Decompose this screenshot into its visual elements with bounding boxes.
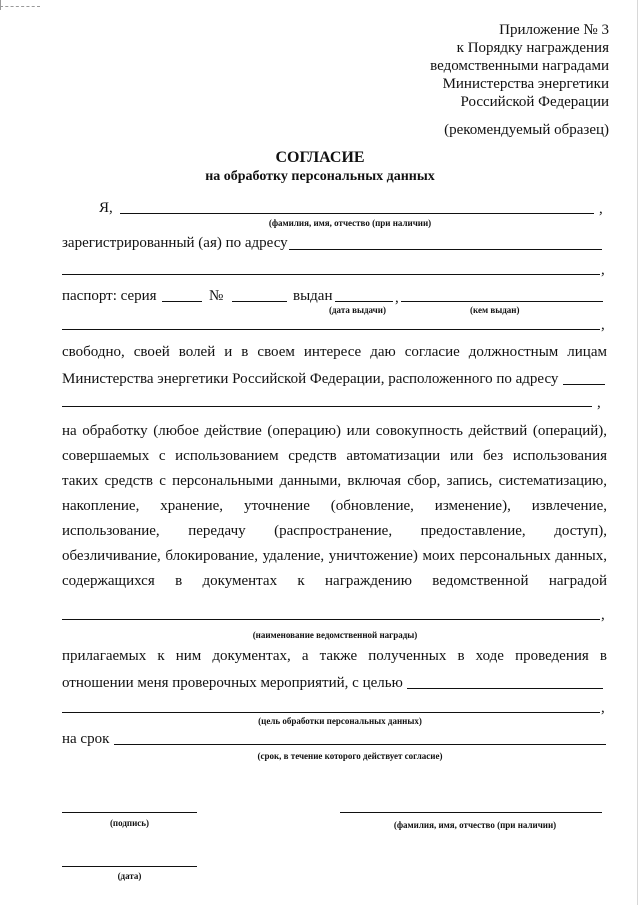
issued-by-line-2[interactable] bbox=[62, 329, 600, 330]
processing-line-6: обезличивание, блокирование, удаление, уничтожение) моих персональных данных, bbox=[62, 548, 607, 564]
number-sign: № bbox=[209, 288, 224, 304]
issued-by-line[interactable] bbox=[401, 301, 603, 302]
processing-line-5: использование, передачу (распространение, предоставление, доступ), bbox=[62, 523, 607, 539]
passport-number-line[interactable] bbox=[232, 301, 287, 302]
attachments-line-1: прилагаемых к ним документах, а также полученных в ходе проведения в bbox=[62, 648, 607, 664]
issue-date-caption: (дата выдачи) bbox=[329, 305, 386, 315]
address-comma: , bbox=[601, 262, 605, 278]
consent-line-2: Министерства энергетики Российской Федерации, расположенного по адресу bbox=[62, 371, 559, 387]
appendix-line-1: Приложение № 3 bbox=[499, 22, 609, 38]
date-line[interactable] bbox=[62, 866, 197, 867]
term-line[interactable] bbox=[114, 744, 606, 745]
signature-caption: (подпись) bbox=[109, 818, 150, 828]
appendix-line-2: к Порядку награждения bbox=[456, 40, 609, 56]
signer-fio-caption: (фамилия, имя, отчество (при наличии) bbox=[393, 820, 557, 830]
document-subtitle: на обработку персональных данных bbox=[205, 169, 435, 184]
appendix-line-4: Министерства энергетики bbox=[442, 76, 609, 92]
purpose-line-2[interactable] bbox=[62, 712, 600, 713]
processing-line-3: таких средств с персональными данными, включая сбор, запись, систематизацию, bbox=[62, 473, 607, 489]
issued-label: выдан bbox=[293, 288, 333, 304]
scan-corner-tick bbox=[0, 0, 2, 10]
passport-series-line[interactable] bbox=[162, 301, 202, 302]
purpose-caption: (цель обработки персональных данных) bbox=[258, 716, 422, 726]
fio-line[interactable] bbox=[120, 213, 594, 214]
term-label: на срок bbox=[62, 731, 110, 747]
award-comma: , bbox=[601, 607, 605, 623]
date-caption: (дата) bbox=[117, 871, 142, 881]
address-line-2[interactable] bbox=[62, 274, 600, 275]
address-line-1[interactable] bbox=[289, 249, 602, 250]
sample-note: (рекомендуемый образец) bbox=[444, 122, 609, 138]
ministry-address-line-1[interactable] bbox=[563, 384, 605, 385]
processing-line-2: совершаемых с использованием средств автоматизации или без использования bbox=[62, 448, 607, 464]
ya-label: Я, bbox=[99, 200, 113, 216]
processing-line-7: содержащихся в документах к награждению ведомственной наградой bbox=[62, 573, 607, 589]
passport-label: паспорт: серия bbox=[62, 288, 157, 304]
issued-by-caption: (кем выдан) bbox=[470, 305, 520, 315]
fio-comma: , bbox=[599, 201, 603, 217]
term-caption: (срок, в течение которого действует согласие) bbox=[257, 751, 443, 761]
attachments-line-2: отношении меня проверочных мероприятий, с целью bbox=[62, 675, 403, 691]
issued-comma: , bbox=[395, 290, 399, 306]
appendix-line-5: Российской Федерации bbox=[460, 94, 609, 110]
issued-by-comma: , bbox=[601, 317, 605, 333]
document-title: СОГЛАСИЕ bbox=[275, 149, 365, 166]
purpose-comma: , bbox=[601, 700, 605, 716]
processing-line-1: на обработку (любое действие (операцию) или совокупность действий (операций), bbox=[62, 423, 607, 439]
page-edge-shadow bbox=[637, 0, 638, 905]
award-caption: (наименование ведомственной награды) bbox=[252, 630, 418, 640]
issue-date-line[interactable] bbox=[335, 301, 393, 302]
purpose-line-1[interactable] bbox=[407, 688, 603, 689]
ministry-address-line-2[interactable] bbox=[62, 406, 592, 407]
ministry-address-comma: , bbox=[597, 395, 601, 411]
signature-line[interactable] bbox=[62, 812, 197, 813]
appendix-line-3: ведомственными наградами bbox=[430, 58, 609, 74]
scan-corner-mark bbox=[0, 0, 40, 7]
processing-line-4: накопление, хранение, уточнение (обновление, изменение), извлечение, bbox=[62, 498, 607, 514]
consent-line-1: свободно, своей волей и в своем интересе даю согласие должностным лицам bbox=[62, 344, 607, 360]
award-name-line[interactable] bbox=[62, 619, 600, 620]
signer-fio-line[interactable] bbox=[340, 812, 602, 813]
registered-label: зарегистрированный (ая) по адресу bbox=[62, 235, 288, 251]
fio-caption: (фамилия, имя, отчество (при наличии) bbox=[268, 218, 432, 228]
